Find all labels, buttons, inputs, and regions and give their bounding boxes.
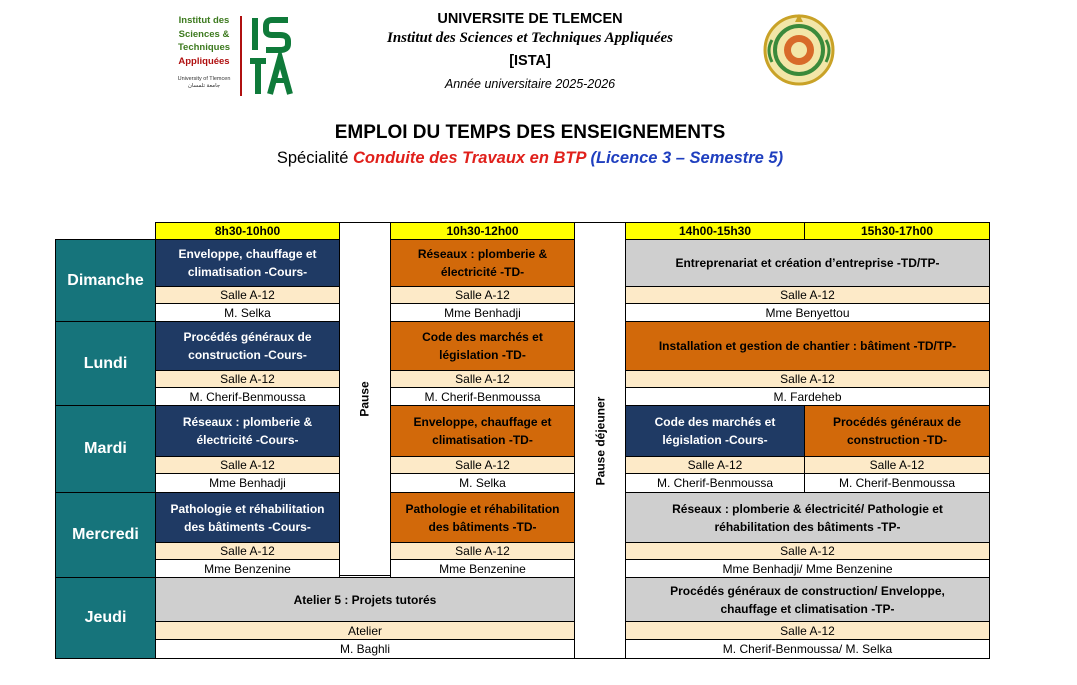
- slot-header: 14h00-15h30: [625, 222, 805, 240]
- logo-line: Appliquées: [178, 55, 230, 67]
- room-cell: Salle A-12: [155, 456, 340, 474]
- lunch-pause-column: [574, 222, 626, 659]
- teacher-cell: M. Cherif-Benmoussa: [625, 473, 805, 493]
- room-cell: Salle A-12: [155, 370, 340, 388]
- teacher-cell: M. Selka: [390, 473, 575, 493]
- day-label: Mardi: [55, 405, 156, 493]
- slot-header: 8h30-10h00: [155, 222, 340, 240]
- course-cell: Réseaux : plomberie & électricité -TD-: [390, 239, 575, 287]
- page-title: EMPLOI DU TEMPS DES ENSEIGNEMENTS: [334, 122, 726, 143]
- logo-line: Techniques: [177, 42, 231, 53]
- academic-year: Année universitaire 2025-2026: [444, 77, 616, 91]
- course-cell: Installation et gestion de chantier : bâtiment -TD/TP-: [625, 321, 990, 371]
- room-cell: Salle A-12: [625, 621, 990, 640]
- course-cell: Pathologie et réhabilitation des bâtiments -TD-: [390, 492, 575, 543]
- teacher-cell: M. Fardeheb: [625, 387, 990, 406]
- teacher-cell: M. Cherif-Benmoussa: [155, 387, 340, 406]
- course-cell: Atelier 5 : Projets tutorés: [155, 577, 575, 622]
- institute-name: Institut des Sciences et Techniques Appliquées: [387, 30, 673, 46]
- course-cell: Pathologie et réhabilitation des bâtiments -Cours-: [155, 492, 340, 543]
- university-seal-icon: [760, 10, 838, 88]
- page-subtitle: [150, 149, 910, 168]
- teacher-cell: M. Cherif-Benmoussa/ M. Selka: [625, 639, 990, 659]
- teacher-cell: Mme Benzenine: [390, 559, 575, 578]
- teacher-cell: Mme Benhadji/ Mme Benzenine: [625, 559, 990, 578]
- room-cell: Salle A-12: [155, 286, 340, 304]
- course-cell: Réseaux : plomberie & électricité -Cours-: [155, 405, 340, 457]
- course-cell: Entreprenariat et création d’entreprise -TD/TP-: [625, 239, 990, 287]
- slot-header: 15h30-17h00: [804, 222, 990, 240]
- day-label: Dimanche: [55, 239, 156, 322]
- teacher-cell: M. Cherif-Benmoussa: [804, 473, 990, 493]
- university-name: UNIVERSITE DE TLEMCEN: [437, 11, 623, 27]
- room-cell: Salle A-12: [390, 456, 575, 474]
- day-label: Lundi: [55, 321, 156, 406]
- teacher-cell: Mme Benzenine: [155, 559, 340, 578]
- room-cell: Salle A-12: [390, 370, 575, 388]
- pause-column: [339, 222, 391, 576]
- teacher-cell: Mme Benhadji: [390, 303, 575, 322]
- room-cell: Atelier: [155, 621, 575, 640]
- course-cell: Code des marchés et législation -Cours-: [625, 405, 805, 457]
- room-cell: Salle A-12: [390, 286, 575, 304]
- subtitle-open: (: [585, 149, 596, 167]
- logo-subtitle: University of Tlemcen جامعة تلمسان: [177, 76, 231, 89]
- subtitle-prefix: Spécialité: [276, 149, 354, 167]
- room-cell: Salle A-12: [625, 370, 990, 388]
- room-cell: Salle A-12: [804, 456, 990, 474]
- day-label: Jeudi: [55, 577, 156, 659]
- logo-ista-mark-icon: [248, 16, 294, 96]
- course-cell: Réseaux : plomberie & électricité/ Pathologie et réhabilitation des bâtiments -TP-: [625, 492, 990, 543]
- course-cell: Procédés généraux de construction/ Enveloppe, chauffage et climatisation -TP-: [625, 577, 990, 622]
- room-cell: Salle A-12: [390, 542, 575, 560]
- course-cell: Procédés généraux de construction -Cours-: [155, 321, 340, 371]
- pause-label: Pause: [357, 381, 372, 417]
- logo-line: Institut des: [178, 15, 230, 26]
- institute-acronym: [ISTA]: [509, 53, 551, 69]
- ista-logo: [168, 14, 293, 96]
- teacher-cell: Mme Benhadji: [155, 473, 340, 493]
- logo-text: [172, 14, 236, 68]
- speciality-name: Conduite des Travaux en BTP: [353, 149, 586, 167]
- logo-line: Sciences &: [178, 28, 230, 40]
- room-cell: Salle A-12: [625, 542, 990, 560]
- room-cell: Salle A-12: [625, 286, 990, 304]
- room-cell: Salle A-12: [625, 456, 805, 474]
- subtitle-close: ): [777, 149, 784, 167]
- teacher-cell: M. Cherif-Benmoussa: [390, 387, 575, 406]
- teacher-cell: M. Selka: [155, 303, 340, 322]
- teacher-cell: Mme Benyettou: [625, 303, 990, 322]
- lunch-pause-label: Pause déjeuner: [593, 396, 607, 485]
- course-cell: Procédés généraux de construction -TD-: [804, 405, 990, 457]
- level-semester: Licence 3 – Semestre 5: [596, 149, 778, 167]
- course-cell: Code des marchés et législation -TD-: [390, 321, 575, 371]
- course-cell: Enveloppe, chauffage et climatisation -TD-: [390, 405, 575, 457]
- day-label: Mercredi: [55, 492, 156, 578]
- room-cell: Salle A-12: [155, 542, 340, 560]
- teacher-cell: M. Baghli: [155, 639, 575, 659]
- slot-header: 10h30-12h00: [390, 222, 575, 240]
- course-cell: Enveloppe, chauffage et climatisation -Cours-: [155, 239, 340, 287]
- logo-divider: [240, 16, 242, 96]
